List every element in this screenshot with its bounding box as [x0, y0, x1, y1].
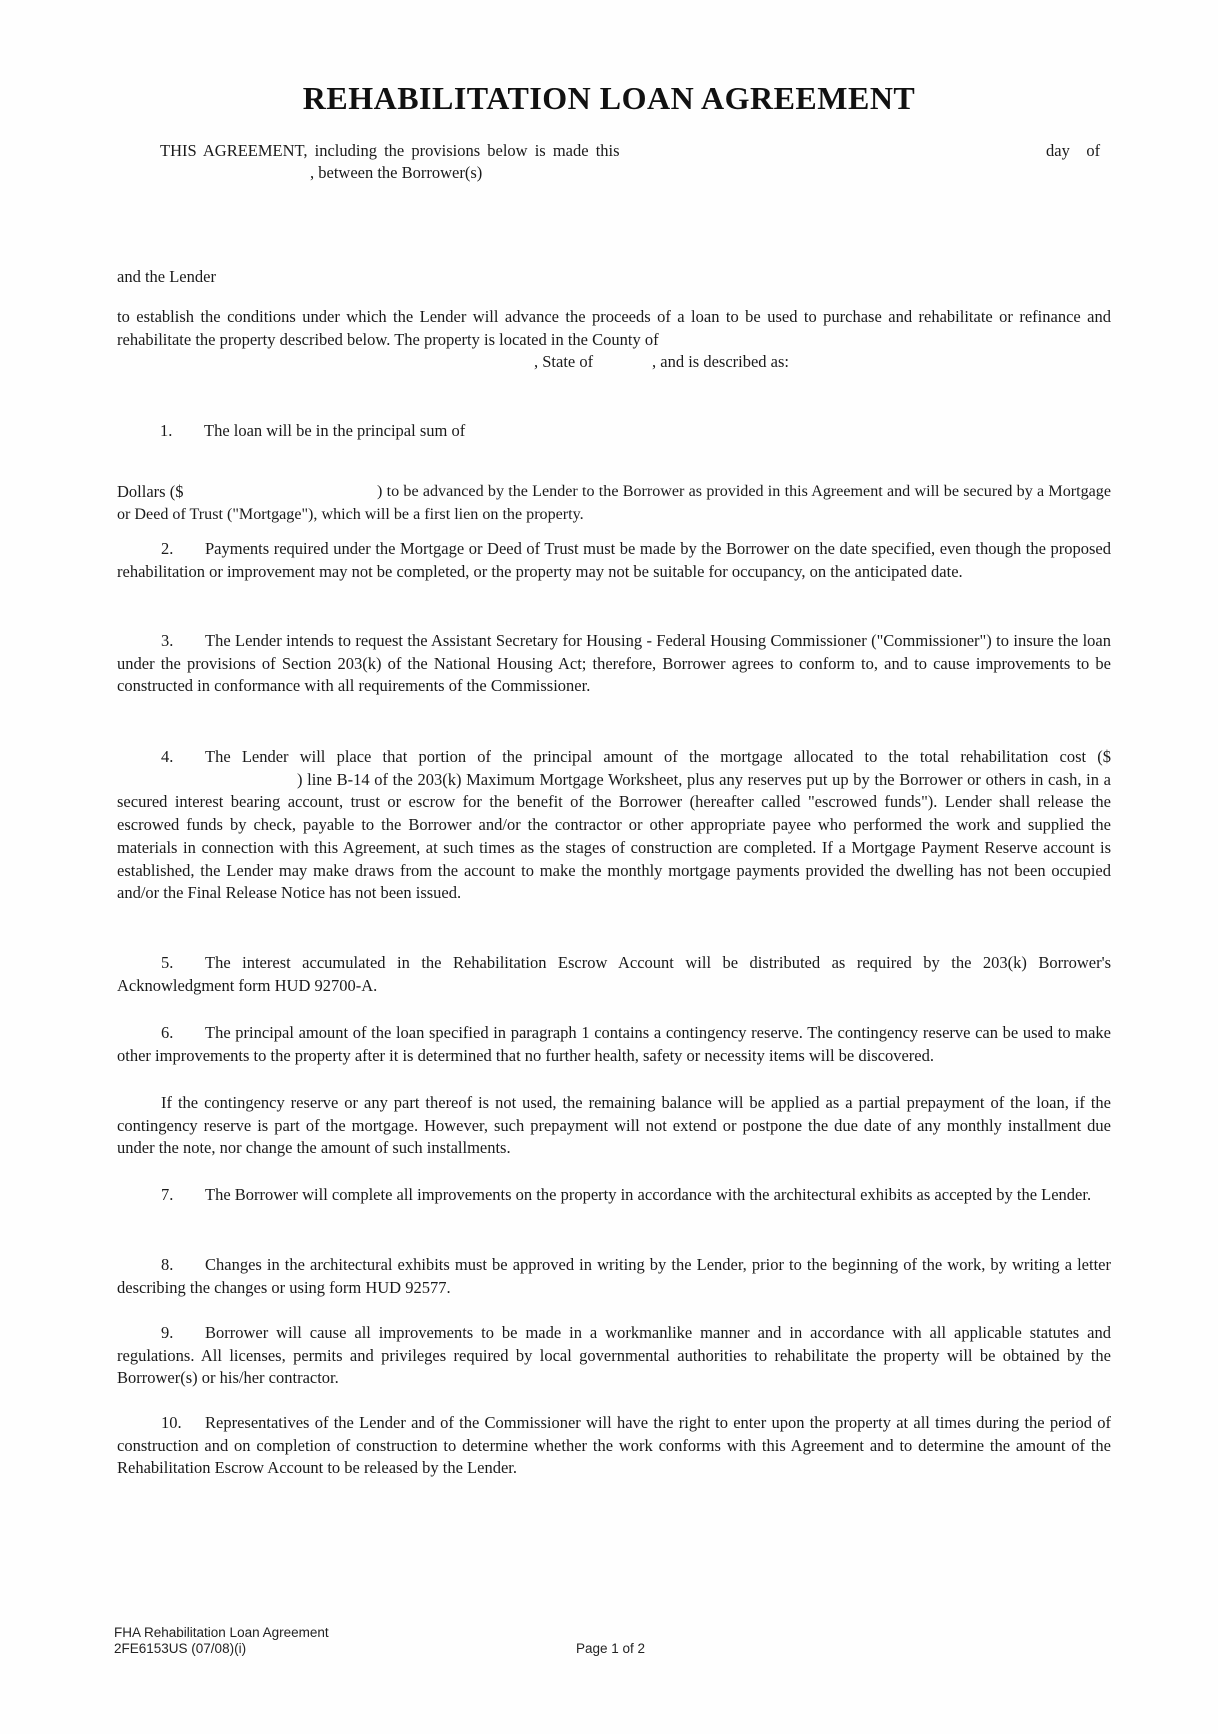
footer-page-number: Page 1 of 2: [576, 1641, 646, 1656]
paragraph-6-text: The principal amount of the loan specified in paragraph 1 contains a contingency reserve. The contingency reserve can be used to make other improvements to the property after it is determined that no further health, safety or necessity items will be discovered.: [117, 1023, 1111, 1065]
paragraph-8-number: 8.: [161, 1255, 174, 1274]
paragraph-4-text-part1: The Lender will place that portion of the principal amount of the mortgage allocated to the total rehabilitation cost: [205, 747, 1087, 766]
purpose-text: to establish the conditions under which the Lender will advance the proceeds of a loan to be used to purchase and rehabilitate or refinance and rehabilitate the property described below. The property is located in the County of: [117, 307, 1111, 349]
paragraph-8-text: Changes in the architectural exhibits must be approved in writing by the Lender, prior to the beginning of the work, by writing a letter describing the changes or using form HUD 92577.: [117, 1255, 1111, 1297]
intro-line-1: THIS AGREEMENT, including the provisions below is made this: [160, 141, 620, 160]
paragraph-7-text: The Borrower will complete all improvements on the property in accordance with the architectural exhibits as accepted by the Lender.: [205, 1185, 1092, 1204]
paragraph-9-number: 9.: [161, 1323, 174, 1342]
paragraph-8: [117, 1254, 1111, 1299]
paragraph-7-number: 7.: [161, 1185, 174, 1204]
state-field[interactable]: [606, 351, 652, 373]
county-field[interactable]: [117, 351, 537, 373]
paragraph-3-number: 3.: [161, 631, 174, 650]
paragraph-4-number: 4.: [161, 747, 174, 766]
paragraph-7: [117, 1184, 1111, 1207]
paragraph-1-text: The loan will be in the principal sum of: [204, 421, 466, 440]
document-title: REHABILITATION LOAN AGREEMENT: [302, 80, 916, 116]
paragraph-3-text: The Lender intends to request the Assistant Secretary for Housing - Federal Housing Commissioner ("Commissioner") to insure the loan under the provisions of Section 203(k) of the National Housing Act; therefore, Borrower agrees to conform to, and to cause improvements to be constructed in conformance with all requirements of the Commissioner.: [117, 631, 1111, 696]
paragraph-2-text: Payments required under the Mortgage or Deed of Trust must be made by the Borrower on the date specified, even though the proposed rehabilitation or improvement may not be completed, or the property may not be suitable for occupancy, on the anticipated date.: [117, 539, 1111, 581]
property-description-field[interactable]: [117, 376, 1111, 420]
paragraph-4-text-part2: ) line B-14 of the 203(k) Maximum Mortgage Worksheet, plus any reserves put up by the Borrower or others in cash, in a secured interest bearing account, trust or escrow for the benefit of the Borrower (hereafter called "escrowed funds"). Lender shall release the escrowed funds by check, payable to the Borrower and/or the contractor or other appropriate payee who performed the work and supplied the materials in connection with this Agreement, at such times as the stages of construction are completed. If a Mortgage Payment Reserve account is established, the Lender may make draws from the account to make the monthly mortgage payments provided the dwelling has not been occupied and/or the Final Release Notice has not been issued.: [117, 769, 1111, 903]
paragraph-2: [117, 538, 1111, 583]
footer-form-code: 2FE6153US (07/08)(i): [114, 1641, 247, 1656]
paragraph-1-dollars-label: Dollars ($: [117, 482, 184, 501]
paragraph-6-continuation: If the contingency reserve or any part thereof is not used, the remaining balance will be applied as a partial prepayment of the loan, if the contingency reserve is part of the mortgage. However, such prepayment will not extend or postpone the due date of any monthly installment due under the note, nor change the amount of such installments.: [117, 1093, 1111, 1158]
state-of-label: , State of: [534, 352, 594, 371]
intro-line-2: , between the Borrower(s): [310, 163, 483, 182]
paragraph-10-number: 10.: [161, 1413, 182, 1432]
paragraph-5: [117, 952, 1111, 997]
paragraph-4-dollar-sign: ($: [1097, 747, 1112, 766]
intro-day-of: day of: [1046, 141, 1101, 160]
footer-form-name: FHA Rehabilitation Loan Agreement: [114, 1625, 329, 1640]
paragraph-1-number: 1.: [160, 421, 173, 440]
paragraph-1-continuation: ) to be advanced by the Lender to the Borrower as provided in this Agreement and will be secured by a Mortgage or Deed of Trust ("Mortgage"), which will be a first lien on the property.: [117, 483, 1111, 523]
paragraph-5-number: 5.: [161, 953, 174, 972]
paragraph-6: [117, 1022, 1111, 1067]
paragraph-6-number: 6.: [161, 1023, 174, 1042]
paragraph-3: [117, 630, 1111, 698]
and-the-lender-label: and the Lender: [117, 267, 216, 286]
paragraph-2-number: 2.: [161, 539, 174, 558]
paragraph-10: [117, 1412, 1111, 1480]
date-day-field[interactable]: [830, 140, 1030, 162]
date-month-year-field[interactable]: [117, 162, 307, 184]
paragraph-9: [117, 1322, 1111, 1390]
paragraph-4: [117, 746, 1111, 905]
described-as-label: , and is described as:: [652, 352, 790, 371]
lender-field[interactable]: [117, 288, 1111, 308]
paragraph-5-text: The interest accumulated in the Rehabilitation Escrow Account will be distributed as required by the 203(k) Borrower's Acknowledgment form HUD 92700-A.: [117, 953, 1111, 995]
paragraph-9-text: Borrower will cause all improvements to be made in a workmanlike manner and in accordance with all applicable statutes and regulations. All licenses, permits and privileges required by local governmental authorities to rehabilitate the property will be obtained by the Borrower(s) or his/her contractor.: [117, 1323, 1111, 1388]
borrowers-field[interactable]: [117, 190, 1111, 260]
principal-sum-words-field[interactable]: [117, 446, 1111, 486]
paragraph-10-text: Representatives of the Lender and of the Commissioner will have the right to enter upon the property at all times during the period of construction and on completion of construction to determine whether the work conforms with this Agreement and to determine the amount of the Rehabilitation Escrow Account to be released by the Lender.: [117, 1413, 1111, 1478]
